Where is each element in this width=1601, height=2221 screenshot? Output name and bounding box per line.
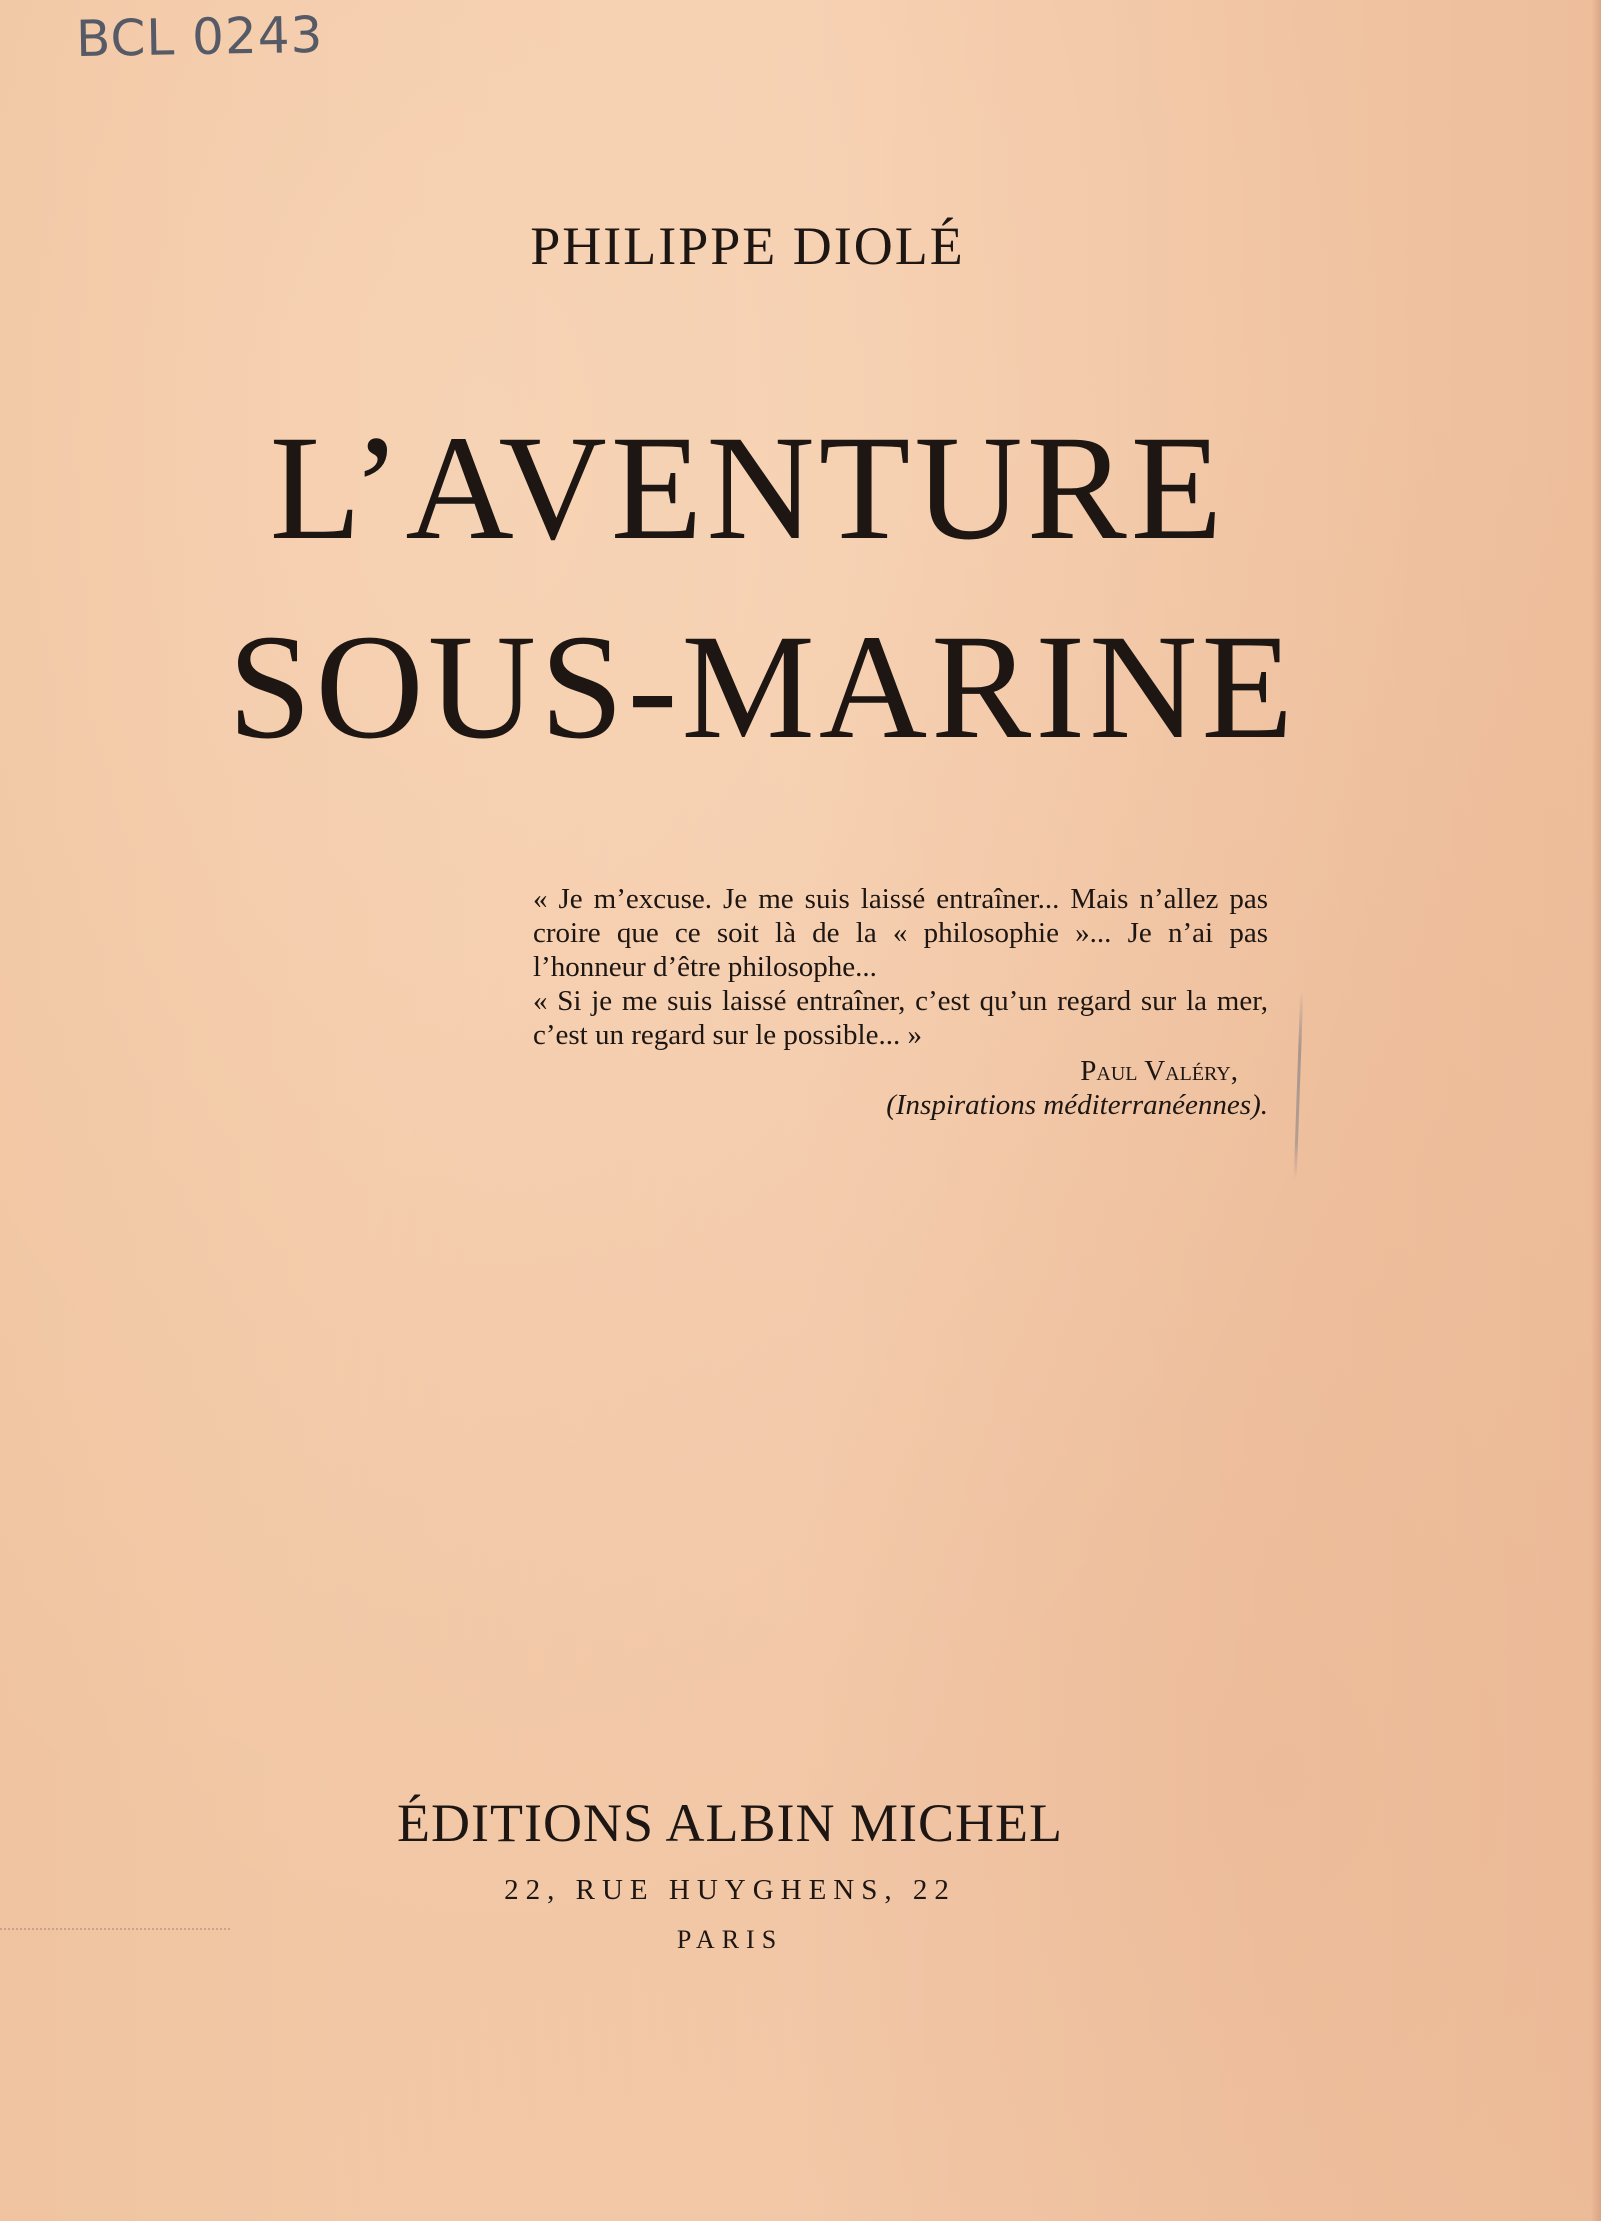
publisher-address: 22, RUE HUYGHENS, 22 (504, 1874, 956, 1906)
archive-mark: BCL 0243 (75, 5, 324, 69)
publisher-name: ÉDITIONS ALBIN MICHEL (397, 1793, 1063, 1853)
epigraph (533, 882, 1268, 1122)
title-line-1: L’AVENTURE (269, 405, 1227, 571)
epigraph-source: (Inspirations méditerranéennes). (886, 1089, 1268, 1121)
title-line-2: SOUS-MARINE (228, 604, 1298, 770)
epigraph-paragraph-1: « Je m’excuse. Je me suis laissé entraîner... Mais n’allez pas croire que ce soit là de la « philosophie »... Je n’ai pas l’honneur d’être philosophe... (533, 883, 1268, 983)
fold-line (0, 1928, 230, 1930)
pencil-mark (1294, 990, 1304, 1180)
publisher-city: PARIS (676, 1925, 784, 1954)
author-name: PHILIPPE DIOLÉ (530, 216, 965, 276)
epigraph-author: Paul Valéry, (1080, 1055, 1238, 1087)
page-edge (1591, 0, 1601, 2221)
epigraph-paragraph-2: « Si je me suis laissé entraîner, c’est qu’un regard sur la mer, c’est un regard sur le possible... » (533, 985, 1268, 1051)
